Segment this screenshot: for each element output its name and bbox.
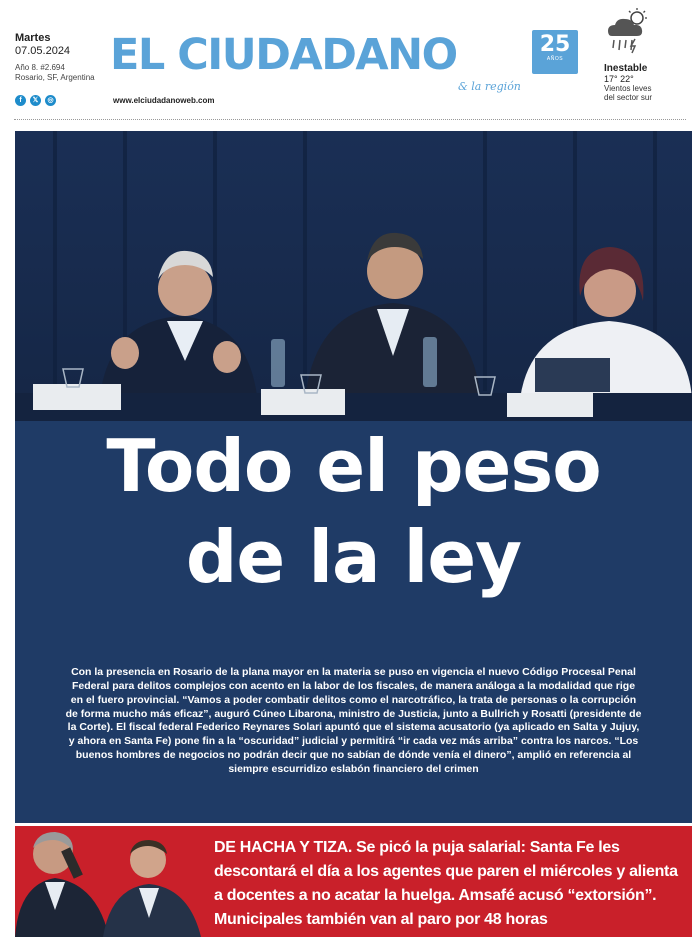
weather-condition: Inestable <box>604 63 648 74</box>
issue-date: 07.05.2024 <box>15 44 71 57</box>
issue-location: Rosario, SF, Argentina <box>15 73 95 83</box>
main-story <box>15 131 692 823</box>
x-icon[interactable]: 𝕏 <box>30 95 41 106</box>
masthead <box>0 0 700 120</box>
social-links <box>15 95 56 106</box>
anniversary-number: 25 <box>539 32 571 57</box>
story-summary: Con la presencia en Rosario de la plana mayor en la materia se puso en vigencia el nuevo Código Procesal Penal Federal para delitos complejos con acento en la labor de los fiscales, de manera análoga a la modalidad que rige en el fuero provincial. “Vamos a poder combatir delitos como el narcotráfico, la trata de personas o la corrupción de forma mucho más eficaz”, auguró Cúneo Libarona, ministro de Justicia, junto a Bullrich y Rosatti (presidente de la Corte). El fiscal federal Federico Reynares Solari apuntó que el sistema acusatorio (ya aplicado en Salta y Jujuy, y ahora en Santa Fe) pone fin a la “oscuridad” judicial y permitirá “ir cada vez más arriba” contra los narcos. “Los buenos hombres de negocios no podrán decir que no sabían de dónde venía el dinero”, amplió en referencia al siempre escurridizo eslabón financiero del crimen <box>65 666 642 776</box>
headline-line: de la ley <box>185 515 522 600</box>
tagline: & la región <box>458 80 521 93</box>
website-link[interactable]: www.elciudadanoweb.com <box>113 96 215 105</box>
date-block <box>15 32 95 83</box>
header-divider <box>14 119 686 120</box>
weather-description-line: del sector sur <box>604 93 653 103</box>
issue-meta <box>15 63 95 83</box>
secondary-story-text: DE HACHA Y TIZA. Se picó la puja salarial: Santa Fe les descontará el día a los agentes que paren el miércoles y alienta a docentes a no acatar la huelga. Amsafé acusó “extorsión”. Municipales también van al paro por 48 horas <box>214 839 678 928</box>
newspaper-logo: EL CIUDADANO <box>110 30 457 80</box>
secondary-story <box>15 826 692 937</box>
secondary-photo <box>15 826 211 937</box>
facebook-icon[interactable]: f <box>15 95 26 106</box>
anniversary-label: AÑOS <box>546 56 564 62</box>
weather-description <box>604 84 694 102</box>
weather-description-line: Vientos leves <box>604 84 652 93</box>
issue-edition: Año 8. #2.694 <box>15 63 65 73</box>
anniversary-badge <box>532 30 578 74</box>
headline-line: Todo el peso <box>106 424 601 508</box>
storm-cloud-icon <box>604 6 654 56</box>
instagram-icon[interactable]: ◎ <box>45 95 56 106</box>
headline <box>15 421 692 604</box>
weather-temperatures: 17° 22° <box>604 74 634 84</box>
lead-photo <box>15 131 692 421</box>
issue-day: Martes <box>15 32 51 44</box>
weather-box <box>604 6 694 102</box>
